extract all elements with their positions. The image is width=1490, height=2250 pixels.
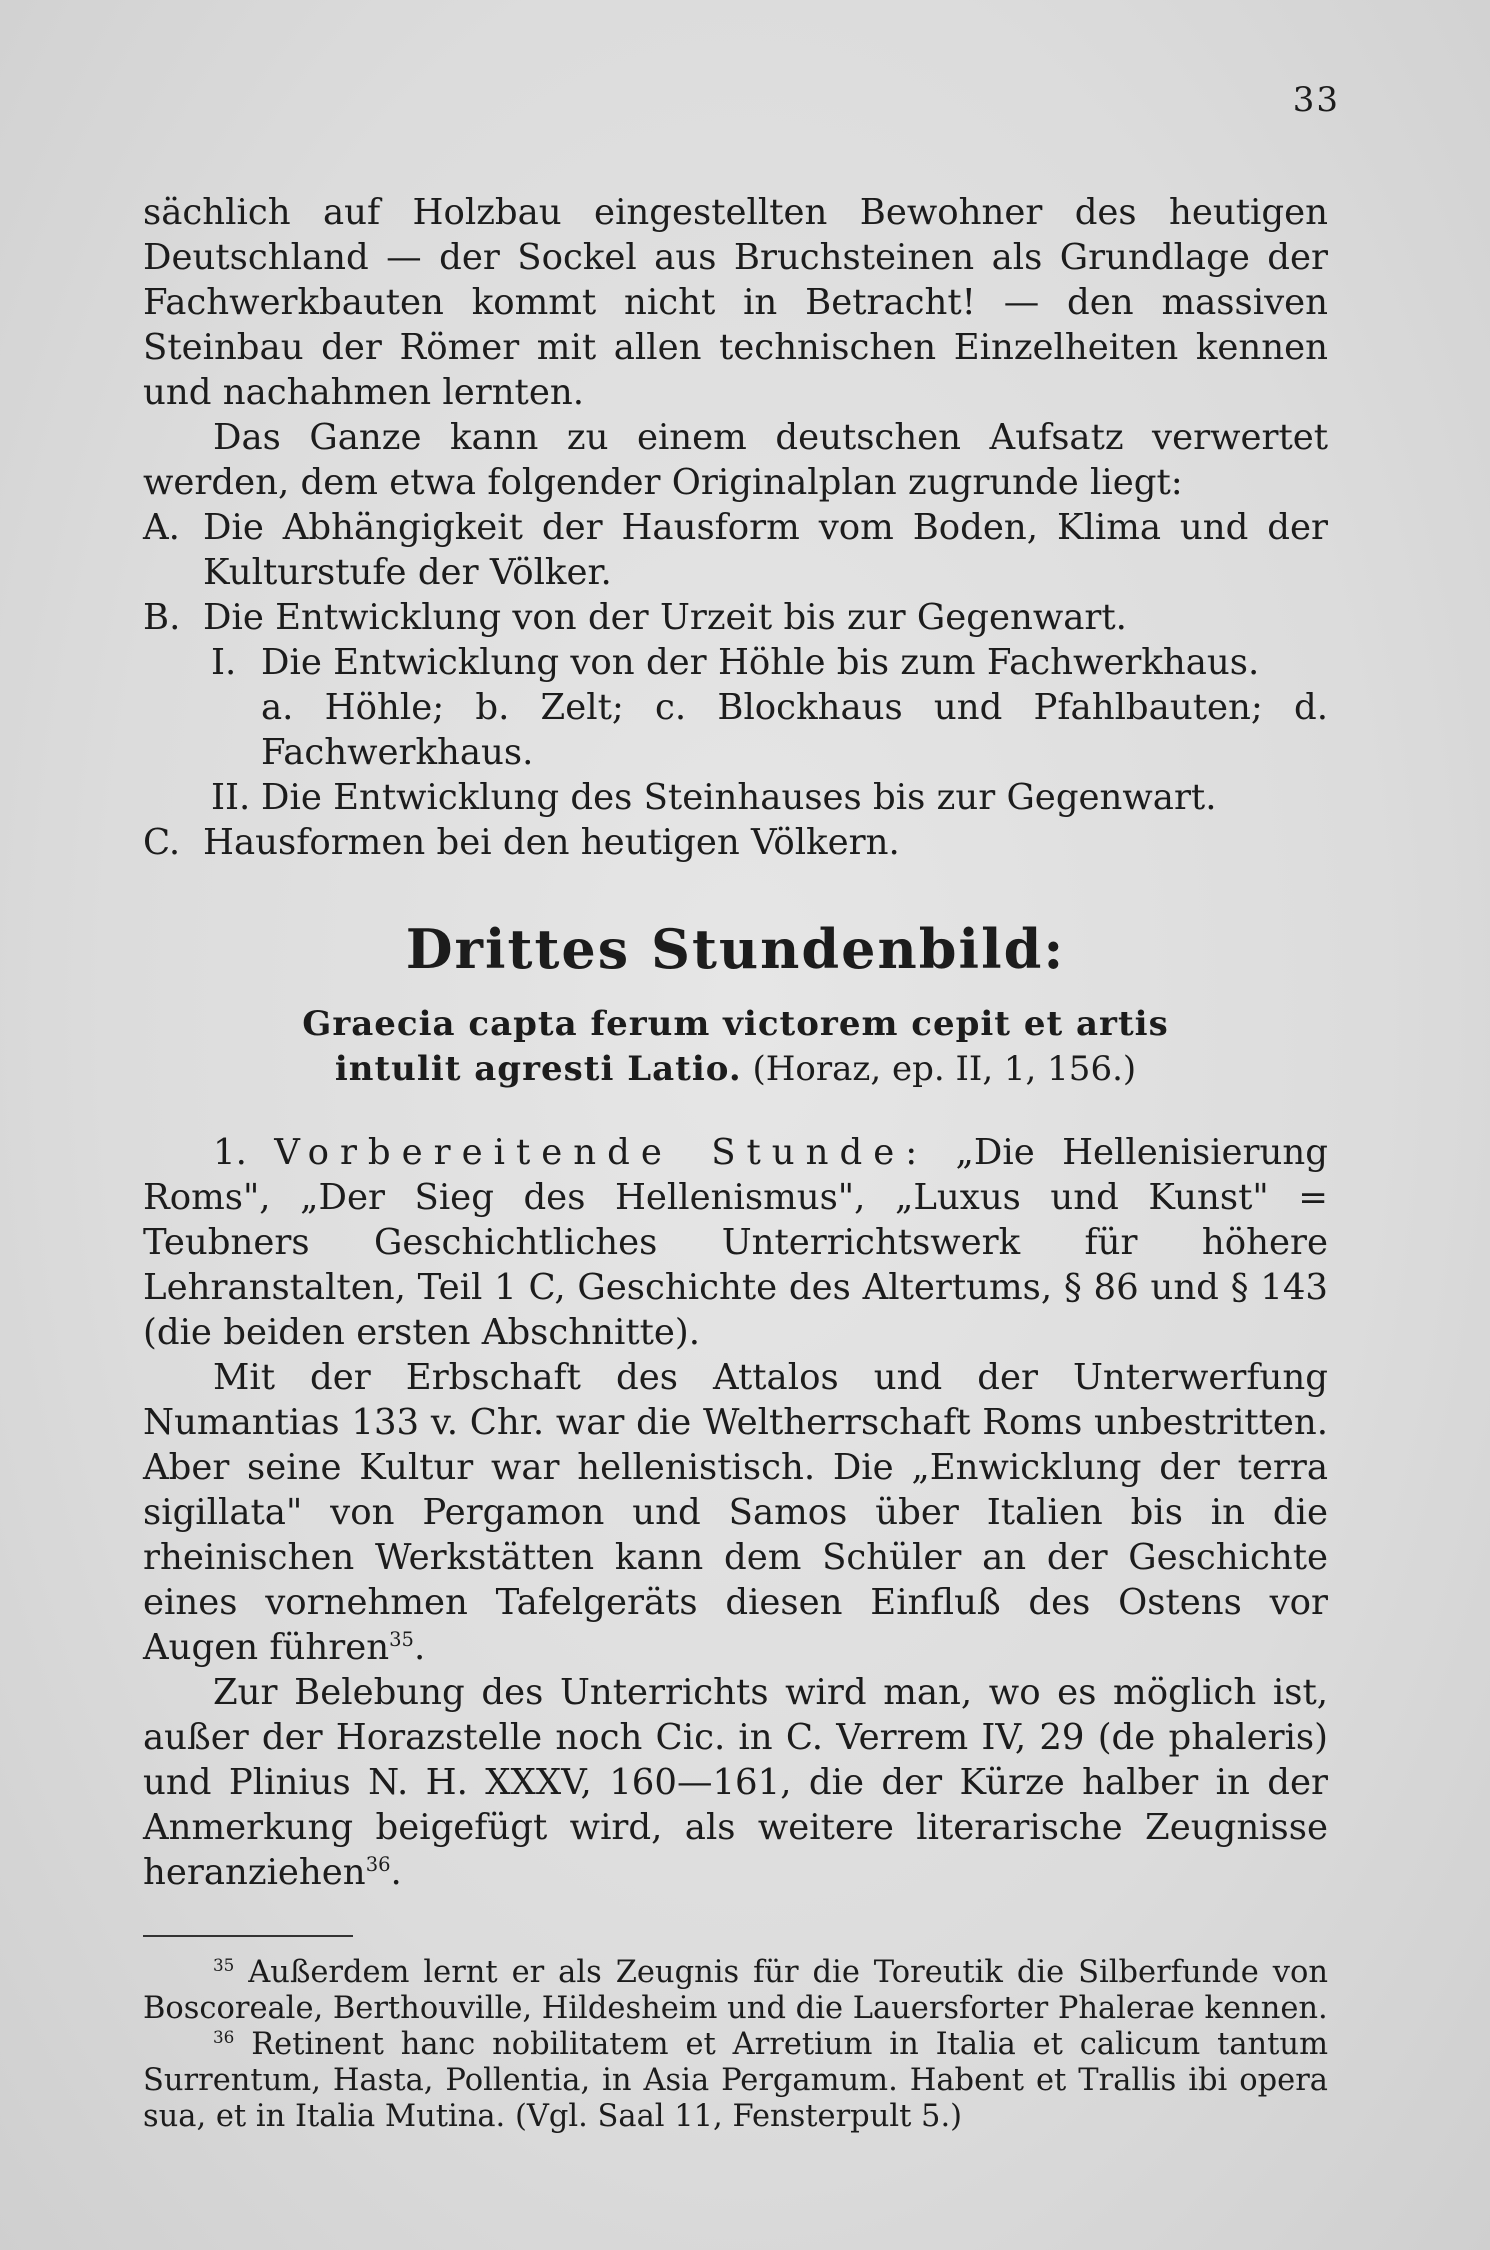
- body-text: [143, 190, 1328, 2135]
- motto-reference: (Horaz, ep. II, 1, 156.): [752, 1049, 1137, 1089]
- footnote-number-36: 36: [213, 2026, 235, 2047]
- paragraph-1-text: „Die Hellenisierung Roms", „Der Sieg des Hellenismus", „Luxus und Kunst" = Teubners Geschichtliches Unterrichtswerk für höhere Lehranstalten, Teil 1 C, Geschichte des Altertums, § 86 und § 143 (die beiden ersten Abschnitte).: [143, 1132, 1328, 1353]
- footnote-divider: [143, 1935, 353, 1937]
- page-number: 33: [1292, 80, 1340, 120]
- footnote-ref-35: 35: [389, 1628, 414, 1652]
- footnote-ref-36: 36: [365, 1853, 391, 1877]
- outline-text-c: Hausformen bei den heutigen Völkern.: [203, 822, 900, 863]
- paragraph-3-text: Zur Belebung des Unterrichts wird man, wo es möglich ist, außer der Horazstelle noch Cic. in C. Verrem IV, 29 (de phaleris) und Plinius N. H. XXXV, 160—161, die der Kürze halber in der Anmerkung beigefügt wird, als weitere literarische Zeugnisse heranziehen: [143, 1672, 1328, 1893]
- outline-label-ii: II.: [211, 777, 251, 818]
- paragraph-3-end: .: [390, 1852, 402, 1893]
- footnote-35: [143, 1955, 1328, 2027]
- paragraph-2: [143, 1355, 1328, 1670]
- paragraph-3: [143, 1670, 1328, 1895]
- outline-text-a: Die Abhängigkeit der Hausform vom Boden, Klima und der Kulturstufe der Völker.: [203, 507, 1328, 593]
- paragraph-plan: Das Ganze kann zu einem deutschen Aufsatz verwertet werden, dem etwa folgender Originalplan zugrunde liegt:: [143, 417, 1328, 503]
- outline-item-i-sub: a. Höhle; b. Zelt; c. Blockhaus und Pfahlbauten; d. Fachwerkhaus.: [261, 687, 1328, 773]
- outline-item-ii: [143, 775, 1328, 820]
- footnote-text-35: Außerdem lernt er als Zeugnis für die Toreutik die Silberfunde von Boscoreale, Berthouville, Hildesheim und die Lauersforter Phalerae kennen.: [143, 1955, 1328, 2026]
- paragraph-2-text: Mit der Erbschaft des Attalos und der Unterwerfung Numantias 133 v. Chr. war die Weltherrschaft Roms unbestritten. Aber seine Kultur war hellenistisch. Die „Enwicklung der terra sigillata" von Pergamon und Samos über Italien bis in die rheinischen Werkstätten kann dem Schüler an der Geschichte eines vornehmen Tafelgeräts diesen Einfluß des Ostens vor Augen führen: [143, 1357, 1328, 1668]
- paragraph-1-spaced-title: Vorbereitende Stunde:: [274, 1132, 929, 1173]
- outline-item-a: [143, 505, 1328, 595]
- motto-line-1: Graecia capta ferum victorem cepit et artis: [302, 1004, 1169, 1044]
- outline-text-b: Die Entwicklung von der Urzeit bis zur Gegenwart.: [203, 597, 1127, 638]
- outline-text-ii: Die Entwicklung des Steinhauses bis zur Gegenwart.: [261, 777, 1217, 818]
- outline-item-i: [143, 640, 1328, 685]
- outline-label-a: A.: [143, 507, 180, 548]
- paragraph-top: sächlich auf Holzbau eingestellten Bewohner des heutigen Deutschland — der Sockel aus Bruchsteinen als Grundlage der Fachwerkbauten kommt nicht in Betracht! — den massiven Steinbau der Römer mit allen technischen Einzelheiten kennen und nachahmen lernten.: [143, 192, 1328, 413]
- outline-label-c: C.: [143, 822, 181, 863]
- outline-text-i: Die Entwicklung von der Höhle bis zum Fachwerkhaus.: [261, 642, 1260, 683]
- outline-item-b: [143, 595, 1328, 640]
- motto-line-2: intulit agresti Latio.: [334, 1049, 742, 1089]
- outline-label-i: I.: [211, 642, 237, 683]
- footnote-number-35: 35: [213, 1954, 235, 1975]
- outline-item-c: [143, 820, 1328, 865]
- paragraph-2-end: .: [413, 1627, 426, 1668]
- paragraph-1: [143, 1130, 1328, 1355]
- footnote-36: [143, 2027, 1328, 2135]
- motto: [143, 1002, 1328, 1092]
- outline: [143, 505, 1328, 865]
- outline-label-b: B.: [143, 597, 181, 638]
- footnote-text-36: Retinent hanc nobilitatem et Arretium in Italia et calicum tantum Surrentum, Hasta, Pollentia, in Asia Pergamum. Habent et Trallis ibi opera sua, et in Italia Mutina. (Vgl. Saal 11, Fensterpult 5.): [143, 2027, 1328, 2134]
- section-heading: Drittes Stundenbild:: [405, 917, 1066, 981]
- paragraph-1-number: 1.: [213, 1132, 247, 1173]
